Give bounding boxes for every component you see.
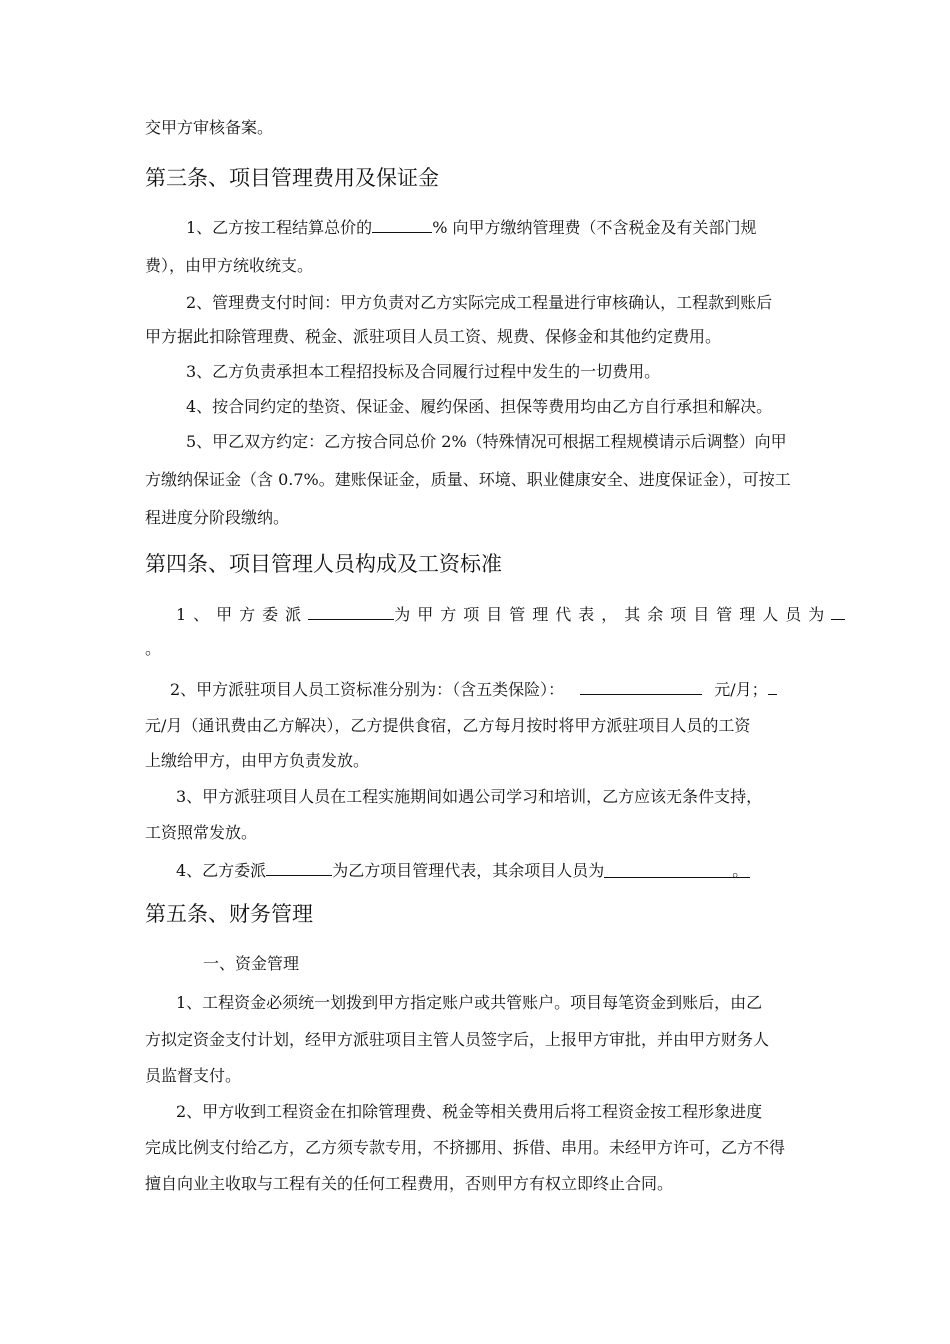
s4-p2-text-a: 2、甲方派驻项目人员工资标准分别为：（含五类保险）： xyxy=(170,680,565,699)
s3-p1-line2: 费），由甲方统收统支。 xyxy=(145,256,314,275)
section-5-title: 第五条、财务管理 xyxy=(145,902,313,926)
section-3-title: 第三条、项目管理费用及保证金 xyxy=(145,166,439,190)
s3-p5-line2: 方缴纳保证金（含 0.7%。建账保证金，质量、环境、职业健康安全、进度保证金），可按工 xyxy=(145,470,791,489)
s3-p5-line3: 程进度分阶段缴纳。 xyxy=(145,508,290,527)
section-4-title: 第四条、项目管理人员构成及工资标准 xyxy=(145,552,502,576)
s4-p2-text-b: 元/月； xyxy=(714,680,768,699)
s3-p3: 3、乙方负责承担本工程招投标及合同履行过程中发生的一切费用。 xyxy=(186,362,661,381)
s4-p1-text-b: 为甲方项目管理代表，其余项目管理人员为 xyxy=(394,605,832,624)
s5-p2-line2: 完成比例支付给乙方，乙方须专款专用，不挤挪用、拆借、串用。未经甲方许可，乙方不得 xyxy=(145,1138,786,1157)
s3-p5-line1: 5、甲乙双方约定：乙方按合同总价 2%（特殊情况可根据工程规模请示后调整）向甲 xyxy=(186,432,787,451)
s3-p4: 4、按合同约定的垫资、保证金、履约保函、担保等费用均由乙方自行承担和解决。 xyxy=(186,397,773,416)
continuation-line: 交甲方审核备案。 xyxy=(145,118,274,137)
s3-p2-line2: 甲方据此扣除管理费、税金、派驻项目人员工资、规费、保修金和其他约定费用。 xyxy=(145,327,722,346)
fill-blank xyxy=(831,602,845,620)
fill-blank xyxy=(372,215,432,233)
s5-p1-line3: 员监督支付。 xyxy=(145,1066,242,1085)
s5-p1-line2: 方拟定资金支付计划，经甲方派驻项目主管人员签字后，上报甲方审批，并由甲方财务人 xyxy=(145,1030,770,1049)
s4-p4-end: 。 xyxy=(732,861,749,880)
fill-blank xyxy=(768,677,777,695)
s4-p2-line1 xyxy=(170,677,777,701)
s5-p2-line1: 2、甲方收到工程资金在扣除管理费、税金等相关费用后将工程资金按工程形象进度 xyxy=(176,1102,763,1121)
s4-p3-line2: 工资照常发放。 xyxy=(145,823,258,842)
s4-p1-line2: 。 xyxy=(145,639,162,658)
s4-p4-text-a: 4、乙方委派 xyxy=(176,861,267,880)
fill-blank xyxy=(308,602,394,620)
s4-p1-text-a: 1、甲方委派 xyxy=(176,605,309,624)
s4-p2-line2: 元/月（通讯费由乙方解决），乙方提供食宿，乙方每月按时将甲方派驻项目人员的工资 xyxy=(145,716,751,735)
s4-p4 xyxy=(176,858,750,882)
s3-p1-text-b: % 向甲方缴纳管理费（不含税金及有关部门规 xyxy=(432,218,757,237)
fill-blank xyxy=(604,860,750,878)
s3-p2-line1: 2、管理费支付时间：甲方负责对乙方实际完成工程量进行审核确认，工程款到账后 xyxy=(186,293,773,312)
s5-p2-line3: 擅自向业主收取与工程有关的任何工程费用，否则甲方有权立即终止合同。 xyxy=(145,1174,674,1193)
fill-blank xyxy=(266,858,332,876)
s4-p2-line3: 上缴给甲方，由甲方负责发放。 xyxy=(145,751,370,770)
s3-p1-line1 xyxy=(186,215,756,239)
s5-p1-line1: 1、工程资金必须统一划拨到甲方指定账户或共管账户。项目每笔资金到账后，由乙 xyxy=(176,993,763,1012)
s4-p3-line1: 3、甲方派驻项目人员在工程实施期间如遇公司学习和培训，乙方应该无条件支持， xyxy=(176,787,763,806)
s5-subheading-1: 一、资金管理 xyxy=(203,954,300,973)
fill-blank xyxy=(580,677,702,695)
s4-p1-line1 xyxy=(176,602,845,626)
s3-p1-text-a: 1、乙方按工程结算总价的 xyxy=(186,218,373,237)
s4-p4-text-b: 为乙方项目管理代表，其余项目人员为 xyxy=(332,861,605,880)
